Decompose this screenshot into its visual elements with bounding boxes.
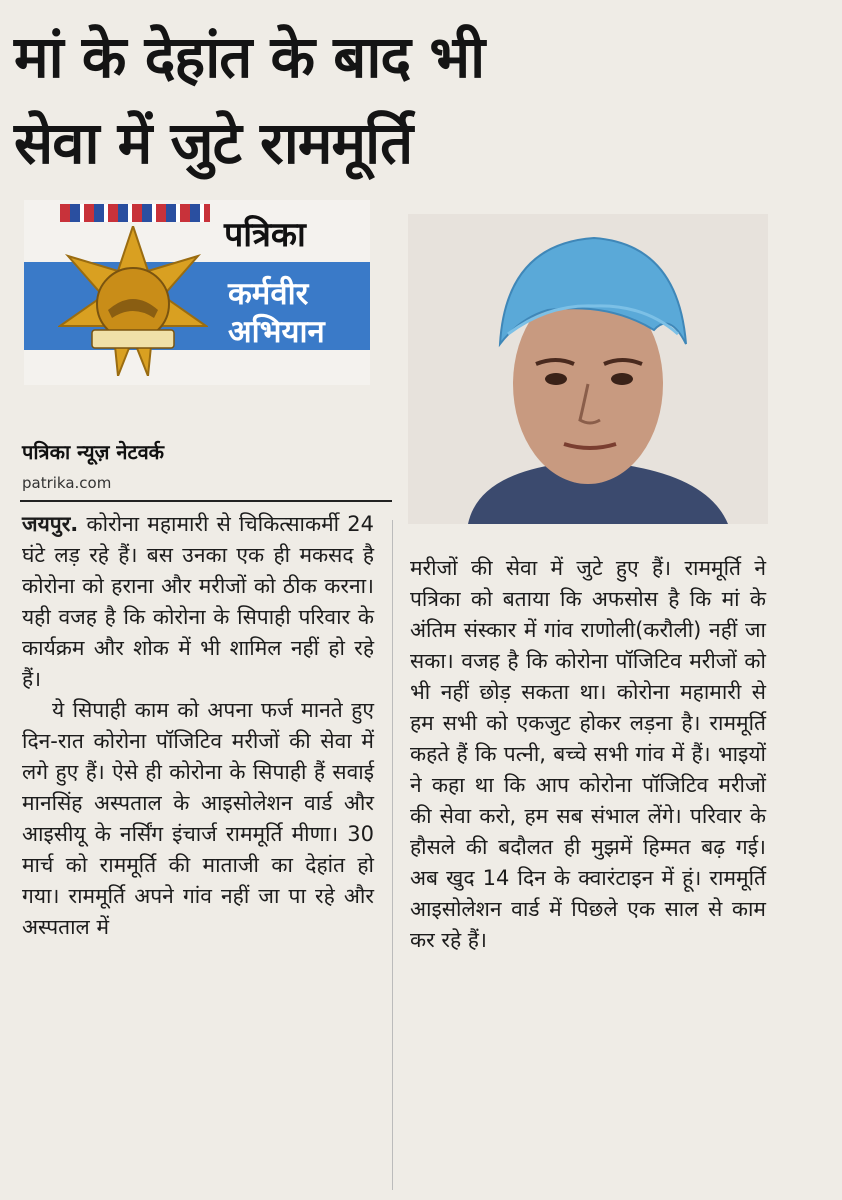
paragraph-1-text: कोरोना महामारी से चिकित्साकर्मी 24 घंटे लड़ रहे हैं। बस उनका एक ही मकसद है कोरोना को हराना और मरीजों को ठीक करना। यही वजह है कि कोरोना के सिपाही परिवार के कार्यक्रम और शोक में भी शामिल नहीं हो रहे हैं।: [22, 512, 374, 691]
headline-line-1: मां के देहांत के बाद भी: [14, 23, 485, 91]
flag-stripes: [60, 204, 210, 222]
paragraph-3: मरीजों की सेवा में जुटे हुए हैं। राममूर्ति ने पत्रिका को बताया कि अफसोस है कि मां के अंतिम संस्कार में गांव राणोली(करौली) नहीं जा सका। वजह है कि कोरोना पॉजिटिव मरीजों को भी नहीं छोड़ सकता था। कोरोना महामारी से हम सभी को एकजुट होकर लड़ना है। राममूर्ति कहते हैं कि पत्नी, बच्चे सभी गांव में हैं। भाइयों ने कहा था कि आप कोरोना पॉजिटिव मरीजों की सेवा करो, हम सब संभाल लेंगे। परिवार के हौसले की बदौलत ही मुझमें हिम्मत बढ़ गई। अब खुद 14 दिन के क्वारंटाइन में हूं। राममूर्ति आइसोलेशन वार्ड में पिछले एक साल से काम कर रहे हैं।: [410, 556, 767, 952]
headline-line-2: सेवा में जुटे राममूर्ति: [14, 109, 413, 177]
paragraph-1: [22, 509, 374, 695]
divider: [20, 500, 392, 502]
article-column-2: [410, 553, 766, 956]
campaign-badge: [24, 200, 370, 385]
portrait-photo: [408, 214, 768, 524]
medal-star-icon: [58, 226, 208, 376]
dateline: जयपुर.: [22, 512, 79, 536]
article-column-1: [22, 509, 374, 943]
campaign-label-2: अभियान: [228, 314, 325, 350]
brand-label: पत्रिका: [224, 215, 306, 255]
paragraph-2: ये सिपाही काम को अपना फर्ज मानते हुए दिन-रात कोरोना पॉजिटिव मरीजों की सेवा में लगे हुए हैं। ऐसे ही कोरोना के सिपाही हैं सवाई मानसिंह अस्पताल के आइसोलेशन वार्ड और आइसीयू के नर्सिंग इंचार्ज राममूर्ति मीणा। 30 मार्च को राममूर्ति की माताजी का देहांत हो गया। राममूर्ति अपने गांव नहीं जा पा रहे और अस्पताल में: [22, 698, 374, 939]
website: patrika.com: [22, 474, 112, 492]
byline: पत्रिका न्यूज़ नेटवर्क: [22, 440, 165, 464]
headline: [14, 14, 814, 186]
campaign-label-1: कर्मवीर: [228, 276, 309, 312]
column-divider: [392, 520, 393, 1190]
